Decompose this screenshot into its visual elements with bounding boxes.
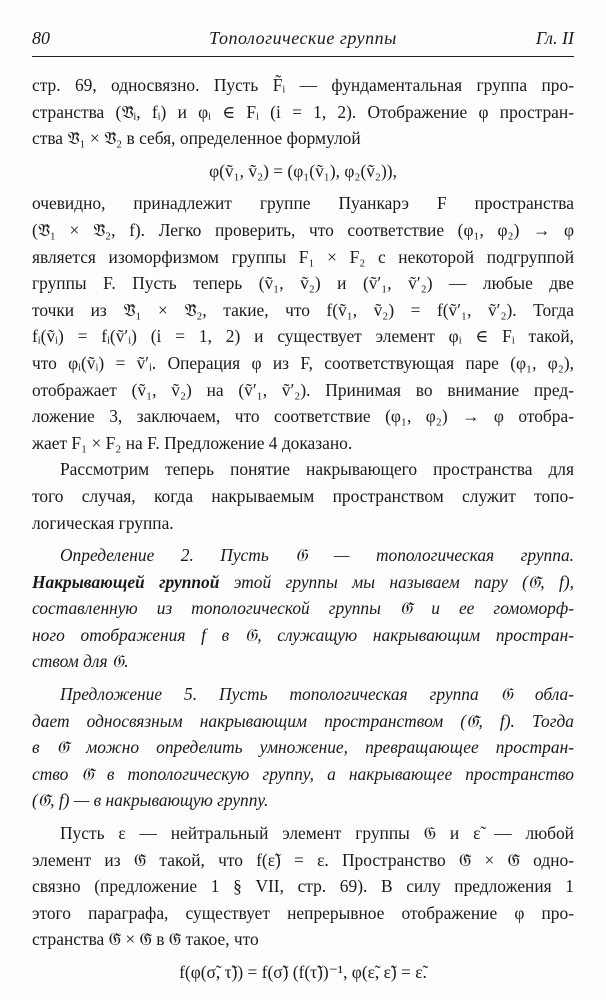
text-line: этого параграфа, существует непрерывное отображение φ про- (32, 902, 574, 923)
text-line: связно (предложение 1 § VII, стр. 69). В силу предложения 1 (32, 876, 574, 897)
display-formula: f(φ(σ̃, τ̃)) = f(σ̃) (f(τ̃))⁻¹, φ(ε̃, ε̃) = ε̃. (179, 962, 427, 982)
text-line: Рассмотрим теперь понятие накрывающего пространства для (60, 459, 574, 480)
text-line: логическая группа. (32, 512, 174, 533)
text-line: жает F₁ × F₂ на F. Предложение 4 доказано. (32, 432, 353, 453)
text-line: странства 𝔊̃ × 𝔊̃ в 𝔊̃ такое, что (32, 929, 259, 950)
text-line: стр. 69, односвязно. Пусть F̃ᵢ — фундаментальная группа про- (32, 75, 574, 95)
header-rule (32, 56, 574, 57)
definition-line: ством для 𝔊. (32, 651, 129, 672)
text-line: что φᵢ(ṽᵢ) = ṽ′ᵢ. Операция φ из F, соответствующая паре (φ₁, φ₂), (32, 352, 574, 373)
text-line: ложение 3, заключаем, что соответствие (φ₁, φ₂) → φ отобра- (32, 406, 574, 427)
page-number: 80 (32, 28, 50, 48)
proposition-line: в 𝔊̃ можно определить умножение, превращающее простран- (32, 737, 574, 758)
text-line: странства (𝔙̃ᵢ, fᵢ) и φᵢ ∈ Fᵢ (i = 1, 2). Отображение φ простран- (32, 101, 574, 122)
defined-term: Накрывающей группой (32, 571, 220, 592)
definition-heading: Определение 2. Пусть 𝔊 — топологическая группа. (60, 545, 574, 566)
proposition-line: ство 𝔊̃ в топологическую группу, а накрывающее пространство (32, 763, 574, 784)
proposition-line: дает односвязным накрывающим пространством (𝔊̃, f). Тогда (32, 710, 574, 731)
text-line: очевидно, принадлежит группе Пуанкарэ F пространства (32, 193, 574, 214)
text-line: fᵢ(ṽᵢ) = fᵢ(ṽ′ᵢ) (i = 1, 2) и существует элемент φᵢ ∈ Fᵢ такой, (32, 326, 574, 347)
text-line: группы F. Пусть теперь (ṽ₁, ṽ₂) и (ṽ′₁, ṽ′₂) — любые две (32, 273, 574, 294)
text-line: элемент из 𝔊̃ такой, что f(ε̃) = ε. Пространство 𝔊̃ × 𝔊̃ одно- (32, 849, 574, 870)
text-line: того случая, когда накрываемым пространством служит топо- (32, 485, 574, 506)
running-title: Топологические группы (209, 28, 397, 48)
text-line: точки из 𝔙̃₁ × 𝔙̃₂, такие, что f(ṽ₁, ṽ₂) = f(ṽ′₁, ṽ′₂). Тогда (32, 299, 574, 320)
text-line: является изоморфизмом группы F₁ × F₂ с некоторой подгруппой (32, 246, 574, 267)
text-line: ства 𝔙̃₁ × 𝔙̃₂ в себя, определенное формулой (32, 128, 361, 149)
definition-line: составленную из топологической группы 𝔊̃ и ее гомоморф- (32, 598, 574, 619)
text-line: отображает (ṽ₁, ṽ₂) на (ṽ′₁, ṽ′₂). Принимая во внимание пред- (32, 379, 574, 400)
page-body (32, 72, 574, 986)
proposition-heading: Предложение 5. Пусть топологическая группа 𝔊 обла- (60, 684, 574, 705)
proposition-line: (𝔊̃, f) — в накрывающую группу. (32, 790, 269, 811)
text-line: Пусть ε — нейтральный элемент группы 𝔊 и ε̃ — любой (60, 823, 574, 844)
display-formula: φ(ṽ₁, ṽ₂) = (φ₁(ṽ₁), φ₂(ṽ₂)), (209, 160, 397, 181)
running-header (32, 28, 574, 52)
text-line: (𝔙̃₁ × 𝔙̃₂, f). Легко проверить, что соответствие (φ₁, φ₂) → φ (32, 219, 574, 240)
definition-line: ного отображения f в 𝔊, служащую накрывающим простран- (32, 624, 574, 645)
definition-line: Накрывающей группой этой группы мы называем пару (𝔊̃, f), (32, 571, 574, 592)
chapter-label: Гл. II (535, 28, 574, 48)
